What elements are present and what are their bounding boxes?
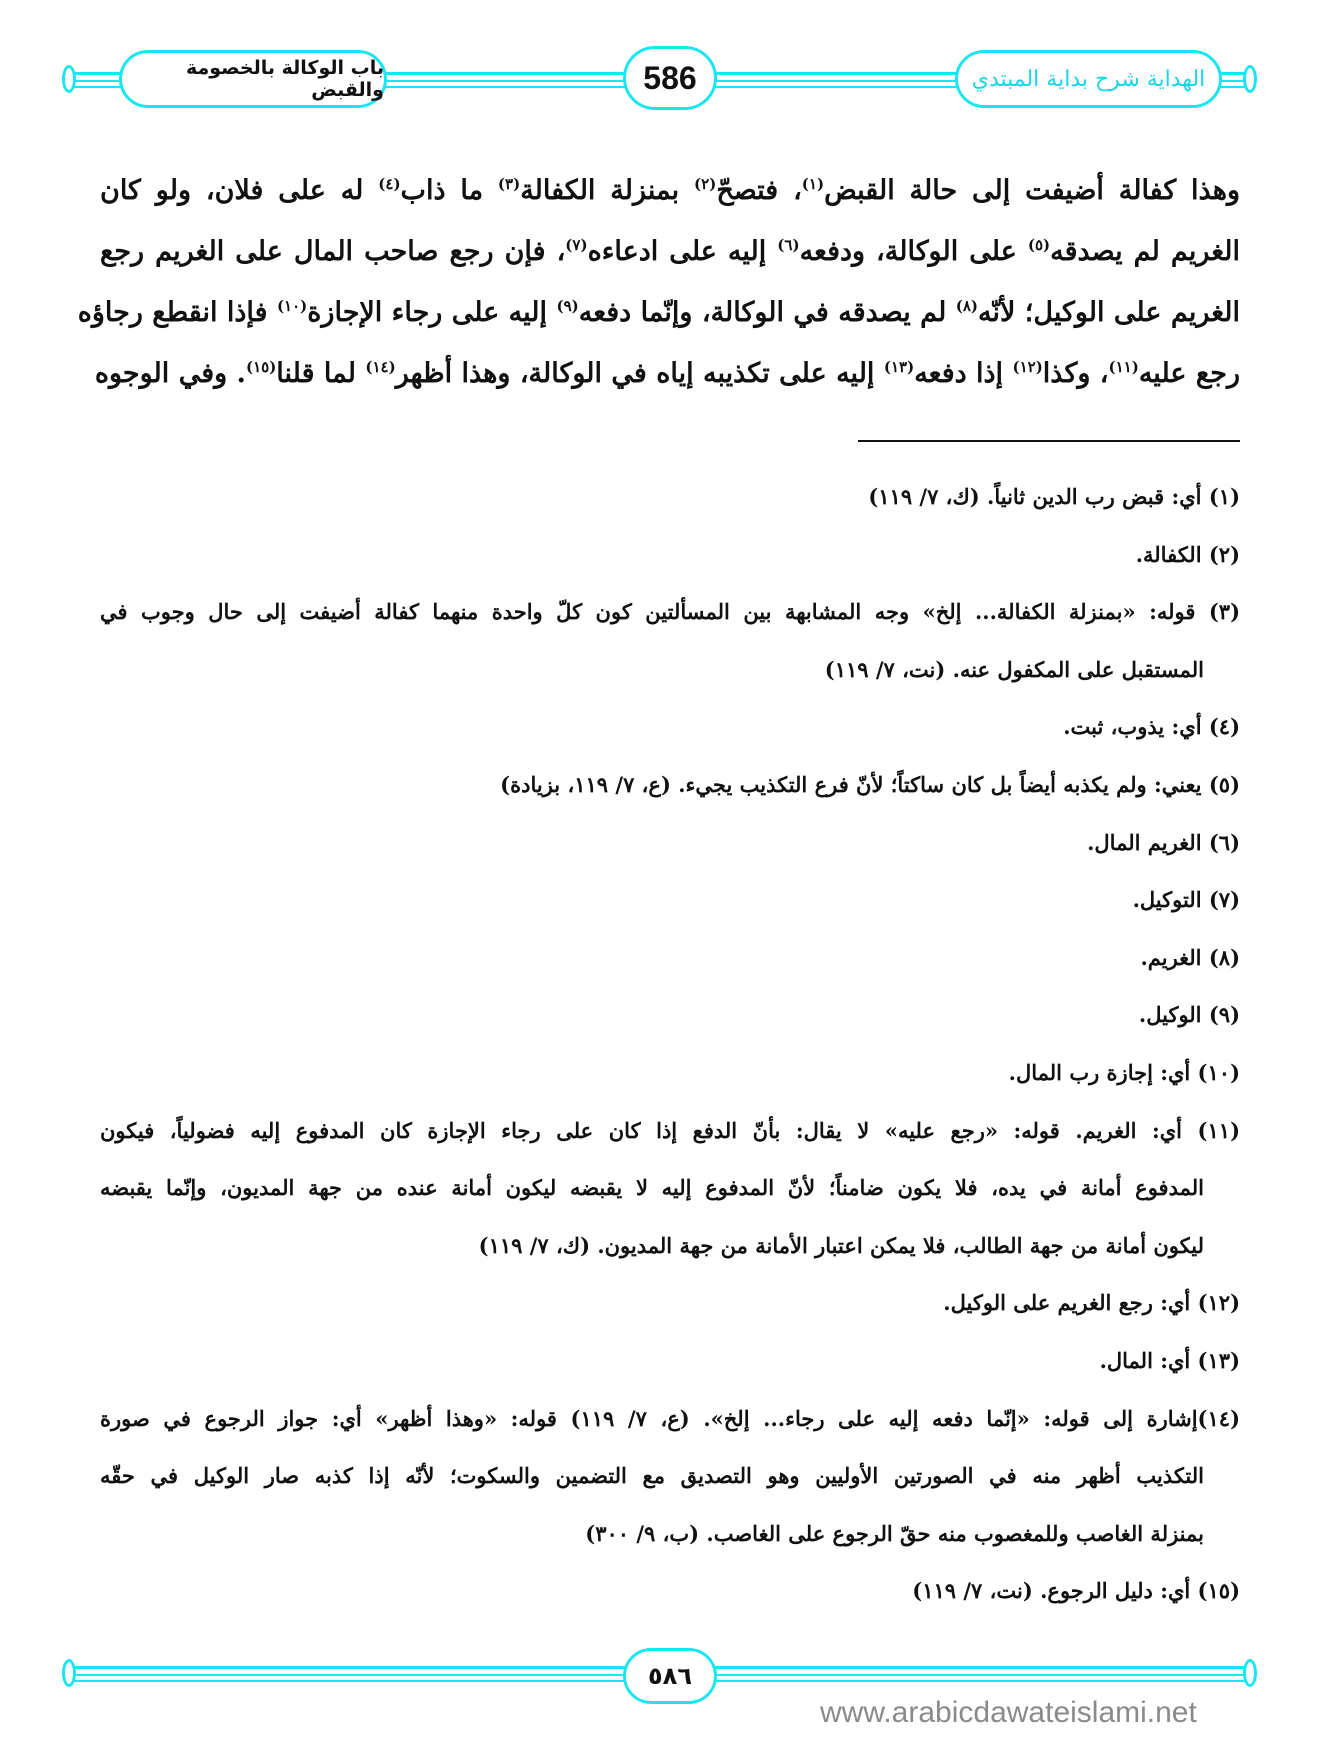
footnote-separator xyxy=(858,440,1240,442)
text-line xyxy=(100,160,1240,221)
footnote-line xyxy=(100,871,1240,929)
text-line xyxy=(94,343,1240,404)
text-segment: . وفي الوجوه xyxy=(94,358,246,389)
text-segment: ، وكذا xyxy=(1042,358,1109,389)
footnote-text: (١٥) أي: دليل الرجوع. (نت، ٧/ ١١٩) xyxy=(912,1578,1240,1604)
footnote-line xyxy=(100,814,1240,872)
footnote-text: المستقبل على المكفول عنه. (نت، ٧/ ١١٩) xyxy=(824,656,1204,682)
footnote-line xyxy=(100,583,1240,641)
text-segment: رجع عليه xyxy=(1138,358,1240,389)
text-segment: لم يصدقه في الوكالة، وإنّما دفعه xyxy=(578,297,956,328)
text-line xyxy=(100,221,1240,282)
footnote-text: (٥) يعني: ولم يكذبه أيضاً بل كان ساكتاً؛ لأنّ فرع التكذيب يجيء. (ع، ٧/ ١١٩، بزيادة) xyxy=(500,771,1240,797)
footnote-ref: (٥) xyxy=(1027,236,1051,254)
footnote-line xyxy=(100,1332,1240,1390)
footnote-text: (١٢) أي: رجع الغريم على الوكيل. xyxy=(943,1290,1240,1316)
ornament-cap xyxy=(1243,1659,1257,1687)
main-text xyxy=(77,160,1241,404)
text-segment: الغريم لم يصدقه xyxy=(1050,236,1240,267)
footnote-text: (٧) التوكيل. xyxy=(1132,887,1240,913)
ornament-cap xyxy=(62,65,76,93)
footnote-ref: (١٢) xyxy=(1012,358,1043,376)
footnote-line xyxy=(100,1217,1240,1275)
footnote-line xyxy=(100,1044,1240,1102)
footnote-text: (٦) الغريم المال. xyxy=(1087,829,1240,855)
footnote-ref: (٧) xyxy=(565,236,588,254)
footnote-text: (٩) الوكيل. xyxy=(1138,1002,1240,1028)
quoted-phrase: قوله: «بمنزلة الكفالة... إلخ» xyxy=(922,599,1196,625)
footnote-ref: (١) xyxy=(801,175,825,193)
quoted-phrase: قوله: «وهذا أظهر» xyxy=(375,1405,557,1431)
footnote-line xyxy=(100,929,1240,987)
footnote-text: (١٤)إشارة إلى قوله: «إنّما دفعه إليه على رجاء... إلخ». (ع، ٧/ ١١٩) xyxy=(556,1405,1240,1431)
footnote-text: التكذيب أظهر منه في الصورتين الأوليين وهو التصديق مع التضمين والسكوت؛ لأنّه إذا كذبه صار الوكيل في حقّه xyxy=(100,1463,1204,1489)
chapter-title: باب الوكالة بالخصومة والقبض xyxy=(119,50,387,108)
footnote-text: (١١) أي: الغريم. xyxy=(1059,1117,1240,1143)
footnote-ref: (١٣) xyxy=(883,358,915,376)
text-segment: لما قلنا xyxy=(276,358,366,389)
footnote-text: (١٠) أي: إجازة رب المال. xyxy=(1008,1059,1240,1085)
footnote-line xyxy=(100,698,1240,756)
footnote-line xyxy=(100,1447,1240,1505)
footnote-ref: (١١) xyxy=(1108,358,1139,376)
page-number-footer: ٥٨٦ xyxy=(623,1648,717,1704)
footnote-text: (٨) الغريم. xyxy=(1140,944,1240,970)
text-segment: فإذا انقطع رجاؤه xyxy=(77,297,277,328)
footnote-text: لا يقال: بأنّ الدفع إذا كان على رجاء الإجازة كان المدفوع إليه فضولياً، فيكون xyxy=(100,1117,885,1143)
text-segment: ، فإن رجع صاحب المال على الغريم رجع xyxy=(100,236,566,267)
footnote-text: (١) أي: قبض رب الدين ثانياً. (ك، ٧/ ١١٩) xyxy=(868,484,1240,509)
footnote-line xyxy=(100,1562,1240,1620)
text-segment: إذا دفعه xyxy=(914,358,1013,389)
footnote-line xyxy=(100,756,1240,814)
footnotes xyxy=(100,468,1240,1620)
text-segment: إليه على تكذيبه إياه في الوكالة، وهذا أظهر xyxy=(395,358,884,389)
footnote-text: أي: جواز الرجوع في صورة xyxy=(100,1405,376,1431)
footnote-text: (١٣) أي: المال. xyxy=(1099,1347,1240,1373)
text-segment: على الوكالة، ودفعه xyxy=(799,236,1028,267)
text-line xyxy=(77,282,1240,343)
text-segment: له على فلان، ولو كان xyxy=(100,175,379,206)
footnote-ref: (٤) xyxy=(378,175,401,193)
footnote-text: ليكون أمانة من جهة الطالب، فلا يمكن اعتبار الأمانة من جهة المديون. (ك، ٧/ ١١٩) xyxy=(478,1232,1204,1258)
text-segment: إليه على ادعاءه xyxy=(587,236,778,267)
footnote-line xyxy=(100,641,1240,699)
quoted-phrase: قوله: «رجع عليه» xyxy=(884,1117,1060,1143)
footnote-ref: (٩) xyxy=(556,297,579,315)
watermark: www.arabicdawateislami.net xyxy=(820,1696,1197,1729)
footnote-text: المدفوع أمانة في يده، فلا يكون ضامناً؛ لأنّ المدفوع إليه لا يقبضه ليكون أمانة عنده من جهة المديون، وإنّما يقبضه xyxy=(100,1175,1204,1201)
footnote-text: بمنزلة الغاصب وللمغصوب منه حقّ الرجوع على الغاصب. (ب، ٩/ ٣٠٠) xyxy=(585,1520,1204,1546)
footnote-ref: (٢) xyxy=(694,175,717,193)
footnote-text: وجه المشابهة بين المسألتين كون كلّ واحدة منهما كفالة أضيفت إلى حال وجوب في xyxy=(100,599,923,625)
ornament-cap xyxy=(62,1659,76,1687)
footnote-line xyxy=(100,468,1240,526)
footnote-text: (٢) الكفالة. xyxy=(1135,541,1240,567)
text-segment: إليه على رجاء الإجازة xyxy=(307,297,557,328)
footnote-ref: (١٠) xyxy=(276,297,308,315)
footnote-line xyxy=(100,1102,1240,1160)
footnote-line xyxy=(100,1274,1240,1332)
text-segment: ، فتصحّ xyxy=(716,175,802,206)
footnote-text: (٣) xyxy=(1195,599,1241,625)
footnote-line xyxy=(100,526,1240,584)
ornament-cap xyxy=(1243,65,1257,93)
footnote-ref: (١٥) xyxy=(245,358,277,376)
text-segment: بمنزلة الكفالة xyxy=(520,175,695,206)
book-title-logo: الهداية شرح بداية المبتدي xyxy=(955,50,1222,108)
footnote-line xyxy=(100,1159,1240,1217)
footnote-line xyxy=(100,1390,1240,1448)
footnote-text: (٤) أي: يذوب، ثبت. xyxy=(1063,714,1240,740)
footnote-line xyxy=(100,1505,1240,1563)
text-segment: وهذا كفالة أضيفت إلى حالة القبض xyxy=(824,175,1241,206)
page-number-header: 586 xyxy=(623,46,717,110)
footnote-ref: (٣) xyxy=(497,175,521,193)
footnote-ref: (٦) xyxy=(777,236,800,254)
footnote-line xyxy=(100,986,1240,1044)
footnote-ref: (١٤) xyxy=(365,358,396,376)
text-segment: ما ذاب xyxy=(400,175,498,206)
footnote-ref: (٨) xyxy=(955,297,979,315)
text-segment: الغريم على الوكيل؛ لأنّه xyxy=(978,297,1240,328)
